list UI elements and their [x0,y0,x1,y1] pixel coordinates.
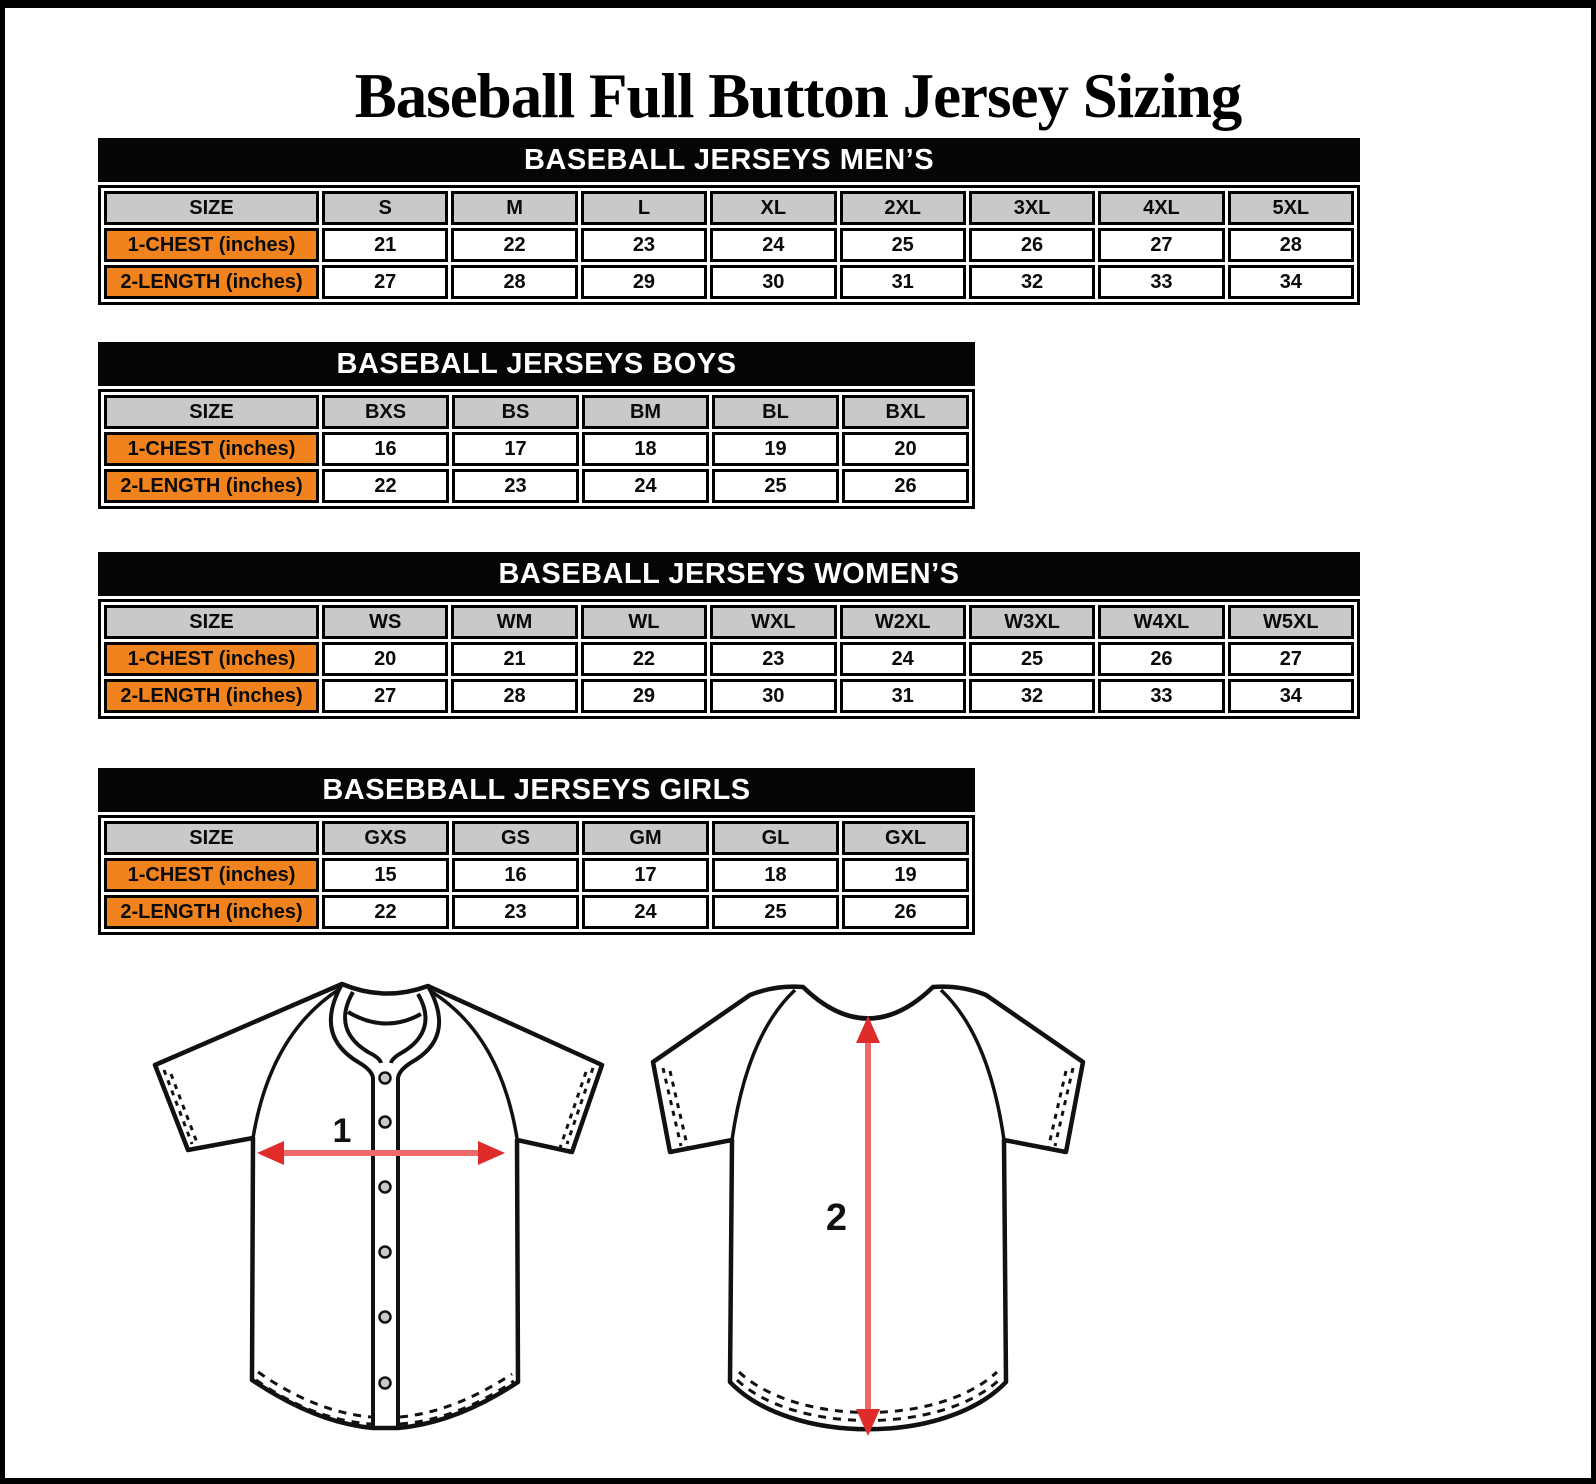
size-header-cell: 4XL [1098,191,1224,225]
value-cell: 28 [1228,228,1354,262]
size-header-cell: S [322,191,448,225]
row-label-cell: 2-LENGTH (inches) [104,679,319,713]
chest-measure-label: 1 [332,1112,352,1150]
size-column-header: SIZE [104,395,319,429]
button-icon [380,1182,391,1193]
value-cell: 22 [322,469,449,503]
size-column-header: SIZE [104,605,319,639]
row-label-cell: 2-LENGTH (inches) [104,265,319,299]
value-cell: 34 [1228,265,1354,299]
size-header-cell: BL [712,395,839,429]
value-cell: 23 [710,642,836,676]
size-table [98,389,975,509]
value-cell: 25 [712,469,839,503]
size-header-cell: BXS [322,395,449,429]
value-cell: 22 [451,228,577,262]
value-cell: 30 [710,265,836,299]
value-cell: 27 [1098,228,1224,262]
value-cell: 27 [322,265,448,299]
size-header-cell: BS [452,395,579,429]
value-cell: 28 [451,679,577,713]
value-cell: 24 [710,228,836,262]
value-cell: 34 [1228,679,1354,713]
value-cell: 25 [969,642,1095,676]
table-mens [98,138,1360,305]
size-header-cell: WS [322,605,448,639]
value-cell: 26 [842,895,969,929]
row-label-cell: 2-LENGTH (inches) [104,895,319,929]
value-cell: 32 [969,679,1095,713]
value-cell: 31 [840,265,966,299]
value-cell: 19 [712,432,839,466]
size-header-cell: GXL [842,821,969,855]
value-cell: 19 [842,858,969,892]
table-row [104,228,1354,262]
size-header-cell: WL [581,605,707,639]
size-header-cell: WM [451,605,577,639]
value-cell: 23 [452,895,579,929]
size-header-cell: XL [710,191,836,225]
value-cell: 23 [581,228,707,262]
front-jersey-diagram [140,950,630,1450]
row-label-cell: 1-CHEST (inches) [104,858,319,892]
size-column-header: SIZE [104,191,319,225]
value-cell: 24 [582,469,709,503]
table-row [104,679,1354,713]
size-header-cell: 3XL [969,191,1095,225]
front-jersey-outline [155,984,602,1428]
value-cell: 24 [582,895,709,929]
value-cell: 17 [452,432,579,466]
table-title-band: BASEBBALL JERSEYS GIRLS [98,768,975,812]
button-icon [380,1117,391,1128]
size-header-cell: BM [582,395,709,429]
value-cell: 27 [1228,642,1354,676]
table-row [104,265,1354,299]
size-table [98,185,1360,305]
value-cell: 33 [1098,679,1224,713]
size-header-cell: L [581,191,707,225]
size-header-cell: 2XL [840,191,966,225]
size-header-cell: WXL [710,605,836,639]
value-cell: 16 [452,858,579,892]
value-cell: 33 [1098,265,1224,299]
value-cell: 23 [452,469,579,503]
button-icon [380,1247,391,1258]
button-icon [380,1312,391,1323]
value-cell: 28 [451,265,577,299]
back-jersey-diagram [625,950,1125,1455]
length-measure-label: 2 [825,1197,847,1239]
size-header-cell: BXL [842,395,969,429]
value-cell: 15 [322,858,449,892]
table-row [104,895,969,929]
size-table [98,815,975,935]
row-label-cell: 2-LENGTH (inches) [104,469,319,503]
table-girls [98,768,975,935]
table-boys [98,342,975,509]
value-cell: 31 [840,679,966,713]
size-column-header: SIZE [104,821,319,855]
table-title-band: BASEBALL JERSEYS BOYS [98,342,975,386]
size-header-cell: GM [582,821,709,855]
size-header-cell: GXS [322,821,449,855]
value-cell: 30 [710,679,836,713]
value-cell: 22 [581,642,707,676]
table-title-band: BASEBALL JERSEYS MEN’S [98,138,1360,182]
value-cell: 29 [581,265,707,299]
value-cell: 18 [712,858,839,892]
size-header-cell: GL [712,821,839,855]
row-label-cell: 1-CHEST (inches) [104,432,319,466]
value-cell: 25 [840,228,966,262]
size-table [98,599,1360,719]
button-icon [380,1378,391,1389]
page-title: Baseball Full Button Jersey Sizing [345,60,1252,148]
value-cell: 20 [842,432,969,466]
value-cell: 26 [842,469,969,503]
value-cell: 20 [322,642,448,676]
value-cell: 25 [712,895,839,929]
value-cell: 32 [969,265,1095,299]
size-header-cell: W4XL [1098,605,1224,639]
size-header-cell: GS [452,821,579,855]
size-header-cell: 5XL [1228,191,1354,225]
size-header-cell: W5XL [1228,605,1354,639]
size-header-cell: M [451,191,577,225]
table-row [104,469,969,503]
value-cell: 22 [322,895,449,929]
size-header-cell: W3XL [969,605,1095,639]
value-cell: 21 [322,228,448,262]
value-cell: 17 [582,858,709,892]
table-row [104,432,969,466]
button-icon [380,1073,391,1084]
table-womens [98,552,1360,719]
value-cell: 21 [451,642,577,676]
value-cell: 26 [969,228,1095,262]
value-cell: 29 [581,679,707,713]
value-cell: 26 [1098,642,1224,676]
value-cell: 24 [840,642,966,676]
row-label-cell: 1-CHEST (inches) [104,642,319,676]
size-header-cell: W2XL [840,605,966,639]
table-row [104,858,969,892]
row-label-cell: 1-CHEST (inches) [104,228,319,262]
value-cell: 27 [322,679,448,713]
table-row [104,642,1354,676]
value-cell: 16 [322,432,449,466]
table-title-band: BASEBALL JERSEYS WOMEN’S [98,552,1360,596]
value-cell: 18 [582,432,709,466]
